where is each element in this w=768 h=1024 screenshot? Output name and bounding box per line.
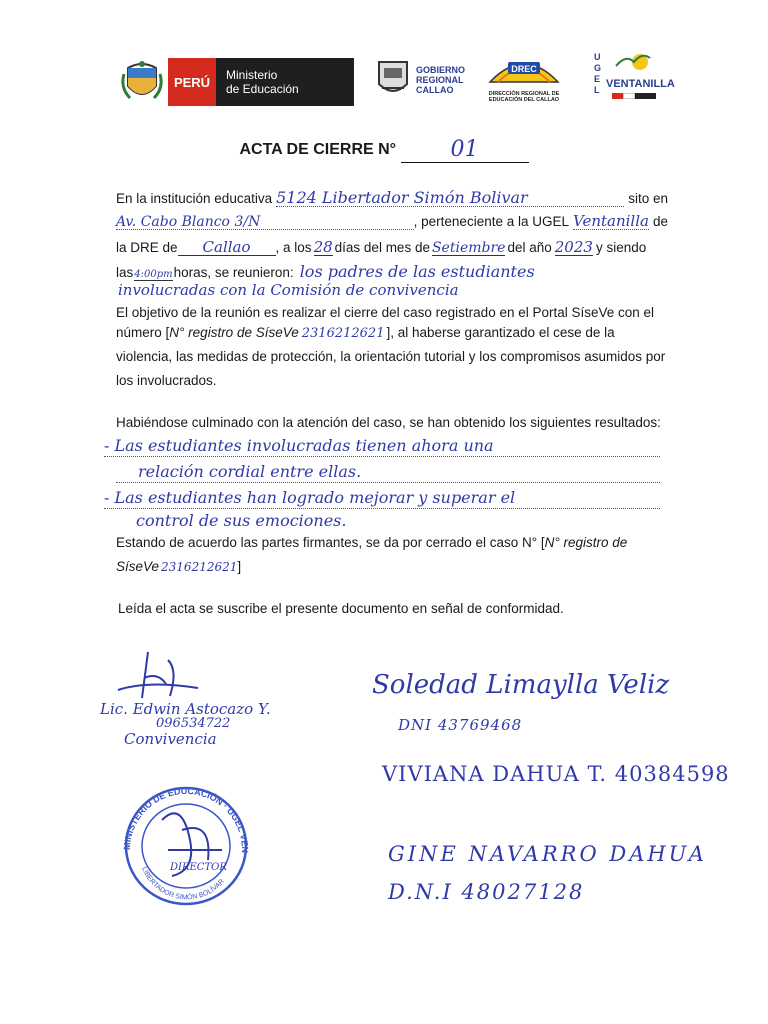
p1-text-e: la DRE de bbox=[116, 240, 178, 255]
left-signer-role: Convivencia bbox=[124, 730, 217, 748]
right-signer2: VIVIANA DAHUA T. 40384598 bbox=[382, 762, 730, 786]
address-field bbox=[116, 215, 414, 230]
p1-text-g: días del mes de bbox=[334, 240, 430, 255]
sisve-label: N° registro de SíseVe bbox=[169, 325, 299, 340]
school-stamp bbox=[112, 780, 260, 910]
left-signer-phone: 096534722 bbox=[156, 716, 231, 731]
school-name: 5124 Libertador Simón Bolivar bbox=[276, 188, 528, 207]
stamp-ring-text: MINISTERIO DE EDUCACIÓN · UGEL VEN bbox=[121, 785, 251, 854]
dre-field bbox=[178, 240, 276, 256]
ministry-label bbox=[216, 58, 354, 106]
result-line-3 bbox=[104, 488, 660, 509]
result-line-2 bbox=[116, 462, 660, 483]
address-value: Av. Cabo Blanco 3/N bbox=[116, 214, 261, 230]
ugel-bird-icon bbox=[612, 50, 652, 74]
p1-text-f: , a los bbox=[275, 240, 312, 255]
gobierno-regional-label bbox=[416, 66, 465, 96]
p1-line4 bbox=[116, 264, 668, 281]
p3-line: Habiéndose culminado con la atención del caso, se han obtenido los siguientes resultados: bbox=[116, 415, 661, 430]
p4-line1 bbox=[116, 536, 627, 550]
result-line-1 bbox=[104, 436, 660, 457]
acta-number: 01 bbox=[450, 137, 479, 162]
p4-italic-b: SíseVe bbox=[116, 559, 160, 574]
drec-sub1: DIRECCIÓN REGIONAL DE bbox=[488, 91, 560, 97]
right-signer3-name: GINE NAVARRO DAHUA bbox=[388, 842, 707, 866]
time-value: 4:00pm bbox=[134, 269, 173, 280]
ugel-name: VENTANILLA bbox=[606, 78, 675, 90]
attendees-line1: los padres de las estudiantes bbox=[299, 262, 535, 281]
p1-line1 bbox=[116, 190, 668, 207]
right-signer1-name: Soledad Limaylla Veliz bbox=[372, 670, 670, 700]
p1-text-h: del año bbox=[507, 240, 552, 255]
drec-label: DREC bbox=[511, 64, 537, 74]
right-signer3-dni: D.N.I 48027128 bbox=[388, 880, 585, 904]
p1-text-a: En la institución educativa bbox=[116, 191, 273, 206]
peru-coat-of-arms bbox=[120, 58, 164, 106]
title-text: ACTA DE CIERRE N° bbox=[239, 141, 397, 158]
p2-line4: los involucrados. bbox=[116, 373, 217, 388]
drec-sub2: EDUCACIÓN DEL CALLAO bbox=[488, 97, 560, 104]
peru-label: PERÚ bbox=[168, 58, 216, 106]
ministry-line2: de Educación bbox=[226, 82, 299, 96]
p2-line2 bbox=[116, 326, 670, 340]
gobierno-line2: REGIONAL bbox=[416, 74, 464, 85]
p4-text-a: Estando de acuerdo las partes firmantes, se da por cerrado el caso N° [ bbox=[116, 535, 545, 550]
p4-sisve-number: 2316212621 bbox=[161, 560, 238, 574]
p4-italic-a: N° registro de bbox=[544, 535, 628, 550]
result-2a: - Las estudiantes han logrado mejorar y superar el bbox=[104, 488, 516, 507]
document-title bbox=[0, 135, 768, 161]
right-signer1-dni: DNI 43769468 bbox=[398, 716, 523, 734]
p1-text-b: sito en bbox=[628, 191, 668, 206]
school-field bbox=[276, 190, 624, 207]
p2-line1: El objetivo de la reunión es realizar el cierre del caso registrado en el Portal SíseVe con el bbox=[116, 305, 655, 320]
result-2b: control de sus emociones. bbox=[136, 511, 347, 530]
stamp-bottom-text: LIBERTADOR SIMÓN BOLÍVAR bbox=[140, 866, 226, 902]
attendees-line2: involucradas con la Comisión de convivencia bbox=[118, 281, 459, 299]
sisve-number: 2316212621 bbox=[301, 326, 385, 341]
gobierno-line3: CALLAO bbox=[416, 84, 454, 95]
p1-text-d: de bbox=[652, 214, 668, 229]
p2-text-c: ], al haberse garantizado el cese de la bbox=[386, 325, 615, 340]
result-1a: - Las estudiantes involucradas tienen ahora una bbox=[104, 436, 494, 455]
stamp-center-text: DIRECTOR bbox=[170, 862, 227, 873]
p4-text-c: ] bbox=[237, 559, 242, 574]
dre-value: Callao bbox=[202, 238, 251, 256]
result-line-4 bbox=[116, 511, 660, 531]
ugel-flag-strip bbox=[612, 93, 656, 99]
ugel-value: Ventanilla bbox=[573, 212, 649, 230]
p2-text-b: número [ bbox=[116, 325, 170, 340]
p4-line2 bbox=[116, 560, 241, 574]
result-1b: relación cordial entre ellas. bbox=[138, 462, 362, 481]
drec-logo bbox=[484, 52, 564, 102]
p1-text-c: , perteneciente a la UGEL bbox=[413, 214, 569, 229]
p5-line: Leída el acta se suscribe el presente documento en señal de conformidad. bbox=[118, 601, 564, 616]
p1-text-k: horas, se reunieron: bbox=[173, 265, 294, 280]
gobierno-line1: GOBIERNO bbox=[416, 65, 466, 75]
ugel-vertical-letters: UGEL bbox=[594, 52, 602, 95]
p1-line3 bbox=[116, 240, 668, 256]
acta-number-field bbox=[401, 137, 529, 163]
p1-text-j: las bbox=[116, 265, 134, 280]
year-value: 2023 bbox=[554, 238, 593, 256]
p1-text-i: y siendo bbox=[595, 240, 647, 255]
drec-sub-label bbox=[484, 91, 564, 103]
p1-line2 bbox=[116, 214, 668, 230]
left-signer-name: Lic. Edwin Astocazo Y. bbox=[100, 700, 271, 718]
month-value: Setiembre bbox=[431, 240, 506, 256]
day-value: 28 bbox=[313, 238, 333, 256]
p2-line3: violencia, las medidas de protección, la orientación tutorial y los compromisos asumidos por bbox=[116, 349, 666, 364]
ministry-line1: Ministerio bbox=[226, 67, 278, 82]
gobierno-regional-logo bbox=[376, 56, 410, 100]
